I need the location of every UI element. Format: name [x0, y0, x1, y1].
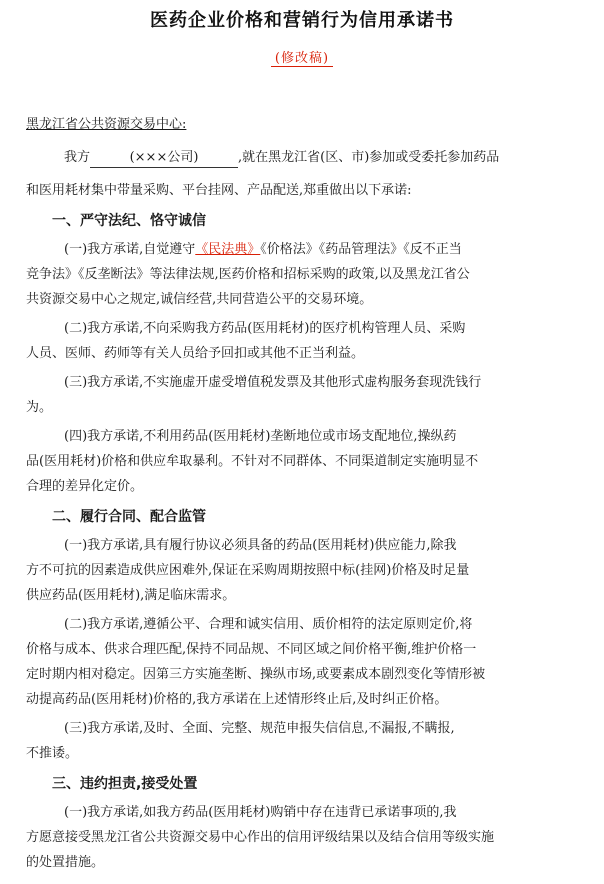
section-heading-2: 二、履行合同、配合监管	[52, 509, 206, 525]
section-heading-1: 一、严守法纪、恪守诚信	[52, 213, 206, 229]
s2-para2-line-3: 定时期内相对稳定。因第三方实施垄断、操纵市场,或要素成本剧烈变化等情形被	[26, 667, 486, 682]
s1-para1-line-1	[64, 241, 462, 259]
s2-para1-line-3: 供应药品(医用耗材),满足临床需求。	[26, 588, 236, 603]
s1-para3-line-1: (三)我方承诺,不实施虚开虚受增值税发票及其他形式虚构服务套现洗钱行	[64, 375, 482, 390]
s1-para1-post: 《价格法》《药品管理法》《反不正当	[260, 242, 462, 257]
s1-para1-pre: (一)我方承诺,自觉遵守	[64, 242, 196, 257]
addressee: 黑龙江省公共资源交易中心:	[26, 117, 187, 132]
s1-para1-line-2: 竞争法》《反垄断法》等法律法规,医药价格和招标采购的政策,以及黑龙江省公	[26, 267, 470, 282]
s2-para1-line-2: 方不可抗的因素造成供应困难外,保证在采购周期按照中标(挂网)价格及时足量	[26, 563, 470, 578]
s1-para2-line-1: (二)我方承诺,不向采购我方药品(医用耗材)的医疗机构管理人员、采购	[64, 321, 466, 336]
s1-para4-line-1: (四)我方承诺,不利用药品(医用耗材)垄断地位或市场支配地位,操纵药	[64, 429, 457, 444]
document-subtitle	[0, 47, 604, 66]
s3-para1-line-2: 方愿意接受黑龙江省公共资源交易中心作出的信用评级结果以及结合信用等级实施	[26, 830, 495, 845]
intro-pre: 我方	[64, 150, 91, 165]
s2-para3-line-2: 不推诿。	[26, 746, 79, 761]
s3-para1-line-3: 的处置措施。	[26, 855, 105, 870]
s2-para1-line-1: (一)我方承诺,具有履行协议必须具备的药品(医用耗材)供应能力,除我	[64, 538, 457, 553]
s1-para4-line-3: 合理的差异化定价。	[26, 479, 144, 494]
company-blank: (×××公司)	[90, 149, 238, 168]
intro-line-2: 和医用耗材集中带量采购、平台挂网、产品配送,郑重做出以下承诺:	[26, 183, 412, 198]
section-heading-3: 三、违约担责,接受处置	[52, 776, 198, 792]
s2-para3-line-1: (三)我方承诺,及时、全面、完整、规范申报失信信息,不漏报,不瞒报,	[64, 721, 455, 736]
s2-para2-line-4: 动提高药品(医用耗材)价格的,我方承诺在上述情形终止后,及时纠正价格。	[26, 692, 448, 707]
s1-para4-line-2: 品(医用耗材)价格和供应牟取暴利。不针对不同群体、不同渠道制定实施明显不	[26, 454, 479, 469]
civil-code-highlight: 《民法典》	[195, 242, 261, 257]
document-title: 医药企业价格和营销行为信用承诺书	[150, 10, 454, 31]
s3-para1-line-1: (一)我方承诺,如我方药品(医用耗材)购销中存在违背已承诺事项的,我	[64, 805, 457, 820]
subtitle-text: (修改稿)	[271, 51, 333, 67]
s1-para1-line-3: 共资源交易中心之规定,诚信经营,共同营造公平的交易环境。	[26, 292, 373, 307]
s1-para2-line-2: 人员、医师、药师等有关人员给予回扣或其他不正当利益。	[26, 346, 365, 361]
s1-para3-line-2: 为。	[26, 400, 53, 415]
intro-line-1	[64, 149, 499, 168]
intro-post: ,就在黑龙江省(区、市)参加或受委托参加药品	[238, 150, 500, 165]
s2-para2-line-2: 价格与成本、供求合理匹配,保持不同品规、不同区域之间价格平衡,维护价格一	[26, 642, 477, 657]
s2-para2-line-1: (二)我方承诺,遵循公平、合理和诚实信用、质价相符的法定原则定价,将	[64, 617, 473, 632]
